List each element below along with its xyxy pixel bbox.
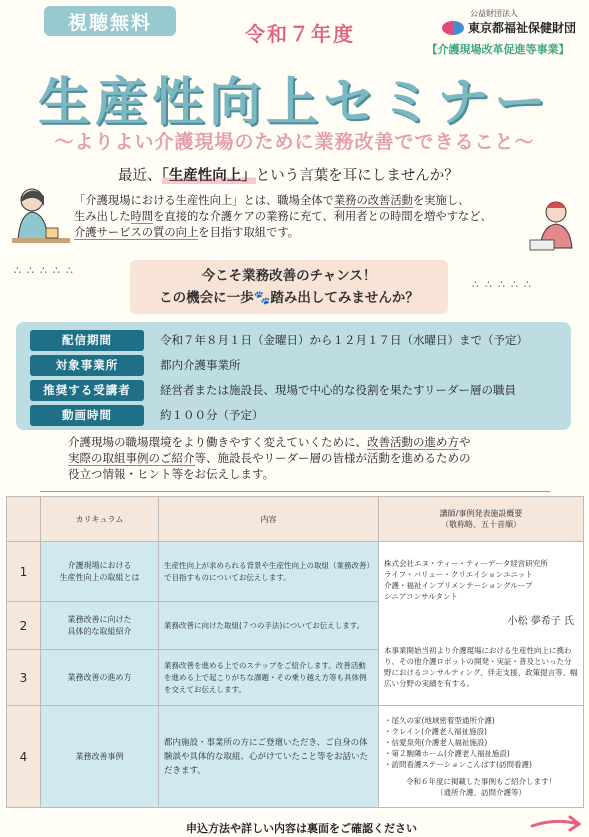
org-mark-icon [442,21,464,35]
case-facilities-cell [379,706,584,808]
row-number: 2 [7,602,41,650]
desc-text: や [459,435,471,449]
page-subtitle: 〜よりよい介護現場のために業務改善でできること〜 [54,131,535,153]
free-viewing-badge: 視聴無料 [44,6,176,36]
question-pre: 最近、 [118,168,162,184]
desc-text: 等、施設長やリーダー層の皆様が活動を進めるための [194,451,471,465]
info-label: 動画時間 [30,405,144,426]
divider [40,491,550,492]
header-speaker [379,497,584,542]
desc-text: 役立つ情報・ヒント等をお伝えします。 [68,467,275,481]
org-program: 【介護現場改革促進等事業】 [426,43,570,56]
case-note: 令和６年度に掲載した事例もご紹介します！ [406,777,556,786]
page-title: 生産性向上セミナー [37,73,551,133]
question-highlight: 「生産性向上」 [161,168,256,184]
curriculum-table [6,496,584,808]
intro-text: を直接的な介護ケアの業務に充て、利用者との時間を増やすなど、 [153,210,492,223]
info-label: 推奨する受講者 [30,380,144,401]
intro-underline: 時間 [130,210,154,223]
curriculum-content: 業務改善に向けた取組(７つの手法)についてお伝えします。 [159,602,379,650]
header-content: 内容 [159,497,379,542]
organizer-logo [442,8,582,36]
header-no [7,497,41,542]
intro-underline: 業務の改善活動 [333,194,413,207]
speaker-line: ライフ・バリュー・クリエイションユニット [384,570,533,579]
chance-line-1: 今こそ業務改善のチャンス！ [201,268,377,284]
paw-prints-right-icon: ∴∴∴∴∴ [472,278,537,291]
row-number: 3 [7,650,41,706]
speaker-bio: 本事業開始当初より介護現場における生産性向上に携わり、その他介護ロボットの開発・実証・普及といった分野におけるコンサルティング、伴走支援、政策提言等、幅広い分野の実績を有する。 [384,646,578,688]
curriculum-name: 業務改善の進め方 [41,650,159,706]
desc-underline: 実際の取組事例のご紹介 [68,451,195,465]
case-facility: ・信愛泉苑(介護老人福祉施設) [384,738,488,747]
intro-underline: 介護サービスの質の向上 [74,226,199,239]
info-label: 対象事業所 [30,355,144,376]
speaker-name: 小松 夢希子 氏 [507,616,574,627]
curriculum-name: 介護現場における 生産性向上の取組とは [41,542,159,602]
case-facility: ・訪問看護ステーションこんぱす(訪問看護) [384,760,532,769]
curriculum-name: 業務改善に向けた 具体的な取組紹介 [41,602,159,650]
header-curriculum: カリキュラム [41,497,159,542]
question-line [118,164,558,185]
footer-note: 申込方法や詳しい内容は裏面をご確認ください [186,822,417,835]
intro-paragraph [74,193,514,241]
row-number: 1 [7,542,41,602]
arrow-right-icon [530,812,582,832]
intro-text: 「介護現場における生産性向上」とは、職場全体で [74,194,334,207]
chance-callout [130,260,448,314]
info-value: 約１００分（予定） [160,408,264,422]
table-row [7,706,584,808]
info-value: 都内介護事業所 [160,358,241,372]
intro-text: を実施し、 [412,194,470,207]
intro-text: 生み出した [74,210,131,223]
table-row [7,542,584,602]
intro-text: を目指す取組です。 [198,226,300,239]
table-header-row [7,497,584,542]
case-note: （通所介護、訪問介護等） [436,788,526,797]
row-number: 4 [7,706,41,808]
case-facility: ・尾久の家(地域密着型通所介護) [384,716,495,725]
curriculum-content: 都内施設・事業所の方にご登壇いただき、ご自身の体験談や具体的な取組、心がけていたこと等をお話いただきます。 [159,706,379,808]
desc-text: 介護現場の職場環境をより働きやすく変えていくために、 [68,435,367,449]
curriculum-content: 業務改善を進める上でのステップをご紹介します。改善活動を進める上で起こりがちな課題・その乗り越え方等も具体例を交えてお伝えします。 [159,650,379,706]
event-info-panel [16,322,571,430]
case-facility: ・第２駒隣ホーム(介護老人福祉施設) [384,749,510,758]
org-prefix: 公益財団法人 [470,9,518,18]
org-name: 東京都福祉保健財団 [468,21,577,35]
seminar-description [68,434,538,482]
case-facility: ・クレイン(介護老人福祉施設) [384,727,487,736]
speaker-line: 介護・福祉インプリメンテーショングループ [384,581,533,590]
speaker-header-line: （敬称略、五十音順） [441,520,521,529]
question-post: という言葉を耳にしませんか？ [255,168,459,184]
speaker-cell [379,542,584,706]
speaker-line: 株式会社エヌ・ティー・ティーデータ経営研究所 [384,559,548,568]
info-value: 経営者または施設長、現場で中心的な役割を果たすリーダー層の職員 [160,383,517,397]
speaker-header-line: 講師/事例発表施設概要 [439,509,523,518]
paw-prints-left-icon: ∴∴∴∴∴ [14,264,79,277]
woman-at-desk-illustration [6,180,72,252]
info-row-target [30,354,241,376]
chance-line-2: この機会に一歩🐾踏み出してみませんか？ [159,290,419,306]
info-row-period [30,329,528,351]
curriculum-name: 業務改善事例 [41,706,159,808]
desc-underline: 改善活動の進め方 [367,435,459,449]
info-row-audience [30,379,516,401]
info-row-duration [30,404,264,426]
info-label: 配信期間 [30,330,144,351]
speaker-line: シニアコンサルタント [384,592,458,601]
man-at-laptop-illustration [528,196,586,252]
fiscal-year: 令和７年度 [245,22,355,46]
info-value: 令和７年８月１日（金曜日）から１２月１７日（水曜日）まで（予定） [160,333,528,347]
curriculum-content: 生産性向上が求められる背景や生産性向上の取組（業務改善）で目指すものについてお伝えします。 [159,542,379,602]
